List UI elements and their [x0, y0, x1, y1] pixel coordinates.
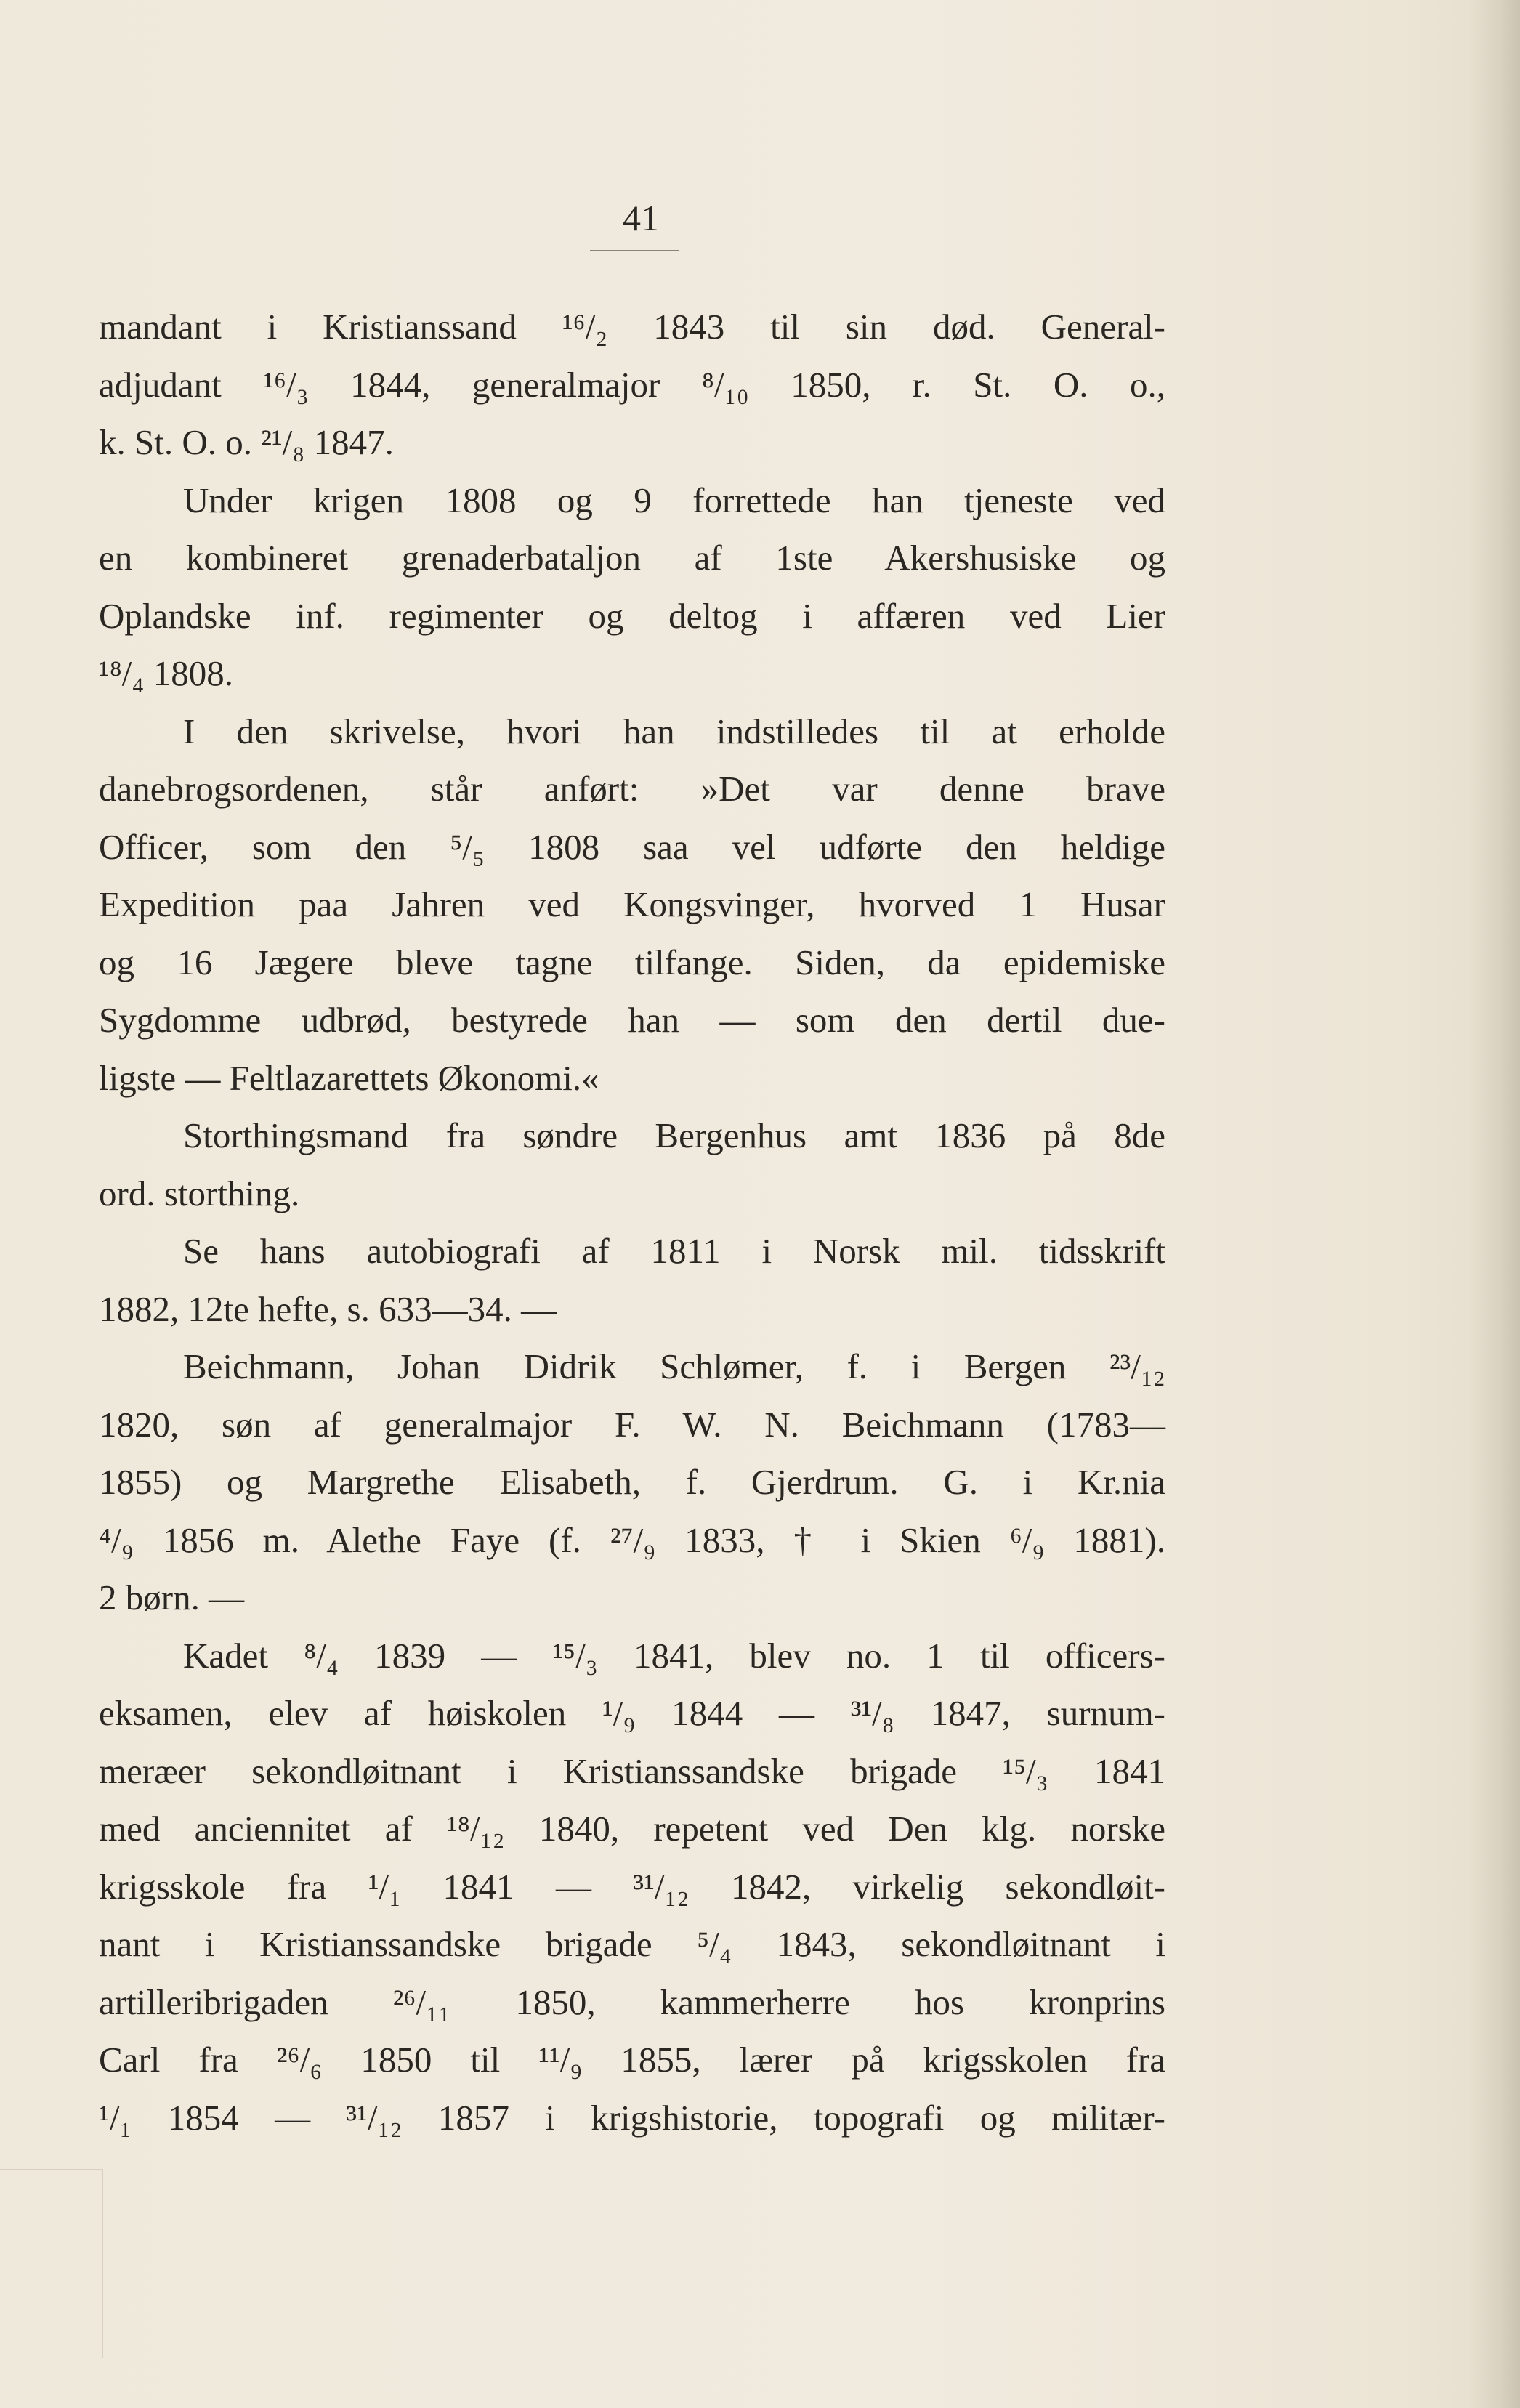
- body-text: [99, 298, 1165, 2146]
- text-line: ord. storthing.: [99, 1173, 300, 1213]
- text-line: eksamen, elev af høiskolen ¹/₉ 1844 — ³¹/₈ 1847, surnum-: [99, 1693, 1165, 1733]
- text-line: ⁴/₉ 1856 m. Alethe Faye (f. ²⁷/₉ 1833, † i Skien ⁶/₉ 1881).: [99, 1519, 1165, 1560]
- scan-frame-mark-vertical: [102, 2169, 103, 2358]
- text-line: adjudant ¹⁶/₃ 1844, generalmajor ⁸/₁₀ 1850, r. St. O. o.,: [99, 364, 1165, 405]
- text-line: 1855) og Margrethe Elisabeth, f. Gjerdrum. G. i Kr.nia: [99, 1462, 1165, 1502]
- text-line: Kadet ⁸/₄ 1839 — ¹⁵/₃ 1841, blev no. 1 til officers-: [183, 1635, 1165, 1676]
- text-line: Officer, som den ⁵/₅ 1808 saa vel udførte den heldige: [99, 826, 1165, 867]
- text-line: Storthingsmand fra søndre Bergenhus amt 1836 på 8de: [183, 1115, 1165, 1155]
- text-line: I den skrivelse, hvori han indstilledes til at erholde: [183, 711, 1165, 751]
- text-line: krigsskole fra ¹/₁ 1841 — ³¹/₁₂ 1842, virkelig sekondløit-: [99, 1866, 1165, 1907]
- text-line: Se hans autobiografi af 1811 i Norsk mil. tidsskrift: [183, 1231, 1165, 1271]
- page-number: 41: [623, 198, 659, 238]
- text-line: artilleribrigaden ²⁶/₁₁ 1850, kammerherre hos kronprins: [99, 1981, 1165, 2022]
- text-line: meræer sekondløitnant i Kristianssandske brigade ¹⁵/₃ 1841: [99, 1750, 1165, 1791]
- text-line: og 16 Jægere bleve tagne tilfange. Siden, da epidemiske: [99, 942, 1165, 982]
- text-line: nant i Kristianssandske brigade ⁵/₄ 1843, sekondløitnant i: [99, 1924, 1165, 1964]
- scan-frame-mark: [0, 2169, 103, 2170]
- text-line: 2 børn. —: [99, 1577, 245, 1617]
- text-line: Under krigen 1808 og 9 forrettede han tjeneste ved: [183, 480, 1165, 520]
- page-number-rule: [590, 250, 679, 251]
- text-line: en kombineret grenaderbataljon af 1ste Akershusiske og: [99, 538, 1165, 578]
- text-line: Expedition paa Jahren ved Kongsvinger, hvorved 1 Husar: [99, 884, 1165, 924]
- text-line: mandant i Kristianssand ¹⁶/₂ 1843 til sin død. General-: [99, 307, 1165, 347]
- text-line: Carl fra ²⁶/₆ 1850 til ¹¹/₉ 1855, lærer på krigsskolen fra: [99, 2040, 1165, 2080]
- entry-heading-line: Beichmann, Johan Didrik Schlømer, f. i Bergen ²³/₁₂: [183, 1346, 1165, 1386]
- page-gutter-shadow: [1469, 0, 1520, 2408]
- text-line: 1820, søn af generalmajor F. W. N. Beichmann (1783—: [99, 1404, 1165, 1445]
- text-line: danebrogsordenen, står anført: »Det var denne brave: [99, 769, 1165, 809]
- text-line: ligste — Feltlazarettets Økonomi.«: [99, 1057, 599, 1098]
- text-line: Oplandske inf. regimenter og deltog i affæren ved Lier: [99, 595, 1165, 636]
- text-line: 1882, 12te hefte, s. 633—34. —: [99, 1288, 557, 1329]
- text-line: ¹/₁ 1854 — ³¹/₁₂ 1857 i krigshistorie, topografi og militær-: [99, 2097, 1165, 2138]
- text-line: ¹⁸/₄ 1808.: [99, 653, 233, 693]
- text-line: k. St. O. o. ²¹/₈ 1847.: [99, 422, 394, 462]
- text-line: med anciennitet af ¹⁸/₁₂ 1840, repetent ved Den klg. norske: [99, 1809, 1165, 1849]
- text-line: Sygdomme udbrød, bestyrede han — som den dertil due-: [99, 1000, 1165, 1040]
